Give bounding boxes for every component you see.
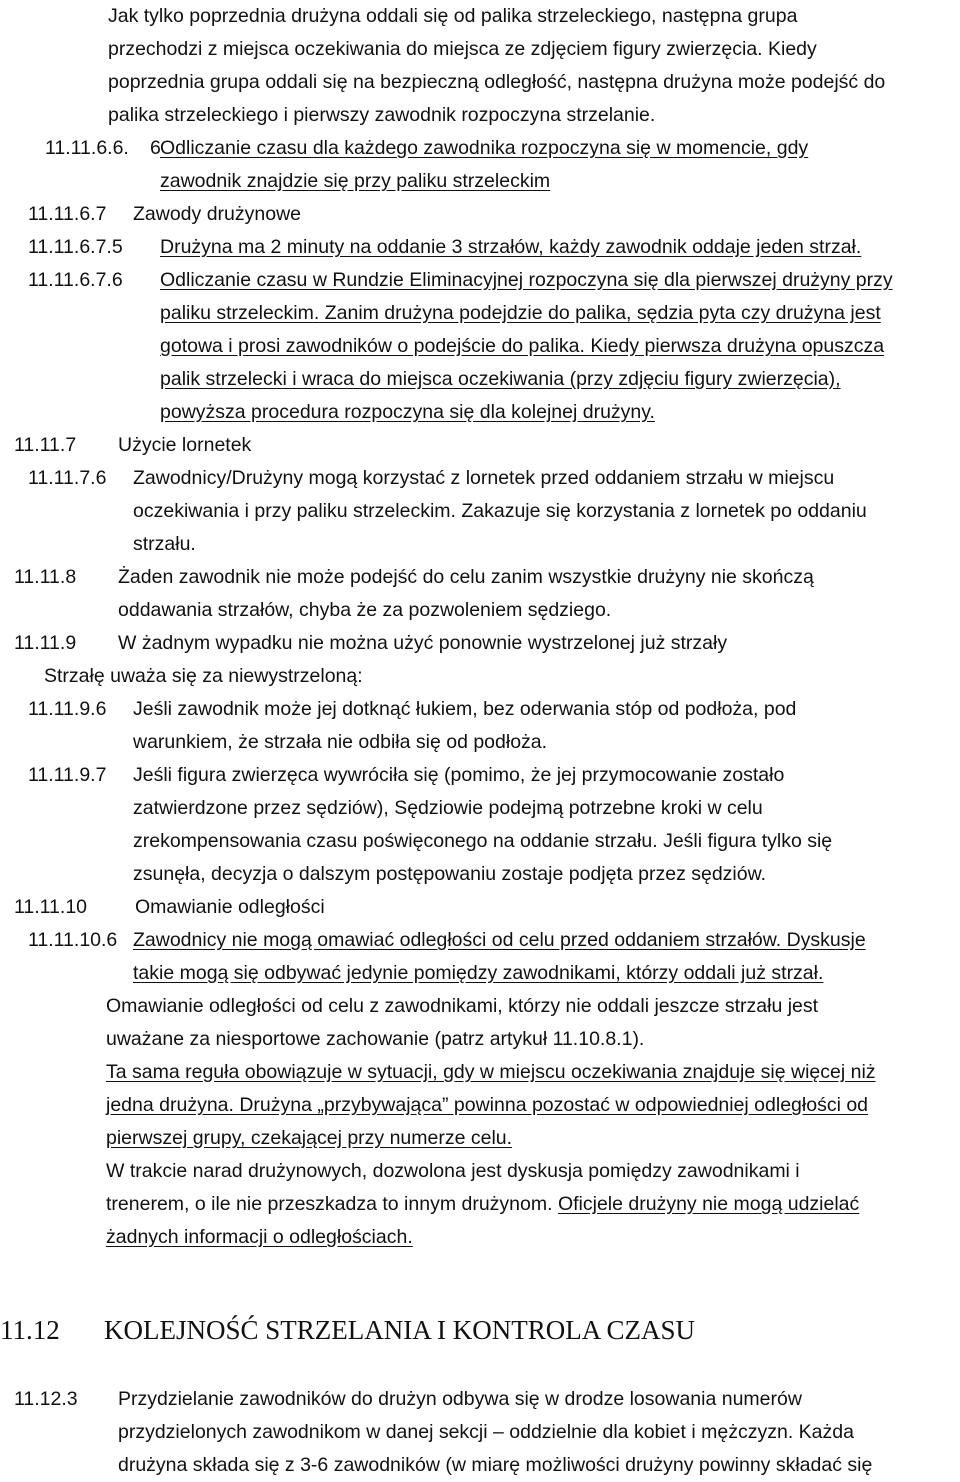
text-segment: Omawianie odległości od celu z zawodnikami, którzy nie oddali jeszcze strzału jest [106,995,819,1017]
text-segment: Omawianie odległości [135,896,325,918]
underlined-text: gotowa i prosi zawodników o podejście do palika. [160,335,585,357]
text-line [108,0,797,33]
text-line [106,990,818,1023]
text-line [160,231,861,264]
text-line [133,858,766,891]
section-title: KOLEJNOŚĆ STRZELANIA I KONTROLA CZASU [104,1315,696,1345]
text-segment: palika strzeleckiego i pierwszy zawodnik rozpoczyna strzelanie. [108,104,656,126]
underlined-text: Drużyna „przybywająca” powinna pozostać w odpowiedniej odległości od [233,1094,869,1116]
text-line [160,165,550,198]
text-line [160,363,841,396]
clause-number: 11.12.3 [14,1388,78,1410]
text-segment: W trakcie narad drużynowych, dozwolona jest dyskusja pomiędzy zawodnikami i [106,1160,800,1182]
text-segment: zatwierdzone przez sędziów), Sędziowie podejmą potrzebne kroki w celu [133,797,763,819]
text-line [133,726,547,759]
text-line [133,924,866,957]
text-line [118,1449,872,1482]
text-segment: drużyna składa się z 3-6 zawodników (w miarę możliwości drużyny powinny składać się [118,1454,873,1476]
text-line [133,198,301,231]
underlined-text: Odliczanie czasu dla każdego zawodnika rozpoczyna się w momencie, gdy [160,137,809,159]
text-line [133,957,823,990]
text-line [160,297,881,330]
text-segment: zrekompensowania czasu poświęconego na oddanie strzału. Jeśli figura tylko się [133,830,833,852]
underlined-text: zawodnik znajdzie się przy paliku strzeleckim [160,170,551,192]
text-line [118,594,611,627]
text-segment: oddawania strzałów, chyba że za pozwoleniem sędziego. [118,599,612,621]
text-line [108,33,817,66]
text-segment: uważane za niesportowe zachowanie (patrz artykuł 11.10.8.1). [106,1028,645,1050]
underlined-text: Oficjele drużyny nie mogą udzielać [557,1193,860,1215]
text-line [133,462,834,495]
text-line [133,825,832,858]
text-segment: oczekiwania i przy paliku strzeleckim. Zakazuje się korzystania z lornetek po oddaniu [133,500,867,522]
text-segment: Jak tylko poprzednia drużyna oddali się od palika strzeleckiego, następna grupa [108,5,798,27]
clause-number: 11.11.6.7.5 [28,236,123,258]
text-line [133,759,784,792]
text-line [118,561,814,594]
clause-number: 11.11.8 [14,566,77,588]
underlined-text: Drużyna ma 2 minuty na oddanie 3 strzałów, każdy zawodnik oddaje jeden strzał. [160,236,862,258]
text-line [133,528,196,561]
underlined-text: paliku strzeleckim. [160,302,320,324]
text-line [108,66,885,99]
underlined-text: jedna drużyna. [106,1094,234,1116]
text-segment: Zawodnicy/Drużyny mogą korzystać z lornetek przed oddaniem strzału w miejscu [133,467,835,489]
clause-number: 6 [150,137,161,159]
text-line [160,396,655,429]
clause-number: 11.11.7 [14,434,77,456]
clause-number: 11.11.7.6 [28,467,107,489]
text-segment: przydzielonych zawodnikom w danej sekcji – oddzielnie dla kobiet i mężczyzn. Każda [118,1421,854,1443]
underlined-text: takie mogą się odbywać jedynie pomiędzy zawodnikami, którzy oddali już strzał. [133,962,824,984]
text-segment: trenerem, o ile nie przeszkadza to innym drużynom. [106,1193,558,1215]
text-segment: przechodzi z miejsca oczekiwania do miejsca ze zdjęciem figury zwierzęcia. Kiedy [108,38,817,60]
text-segment: zsunęła, decyzja o dalszym postępowaniu zostaje podjęta przez sędziów. [133,863,767,885]
text-line [106,1122,512,1155]
text-line [118,1383,802,1416]
text-line [160,132,808,165]
clause-number: 11.11.10.6 [28,929,118,951]
text-segment: Użycie lornetek [118,434,252,456]
underlined-text: powyższa procedura rozpoczyna się dla kolejnej drużyny. [160,401,655,423]
text-line [106,1188,859,1221]
text-segment: Przydzielanie zawodników do drużyn odbywa się w drodze losowania numerów [118,1388,802,1410]
text-line [106,1221,413,1254]
underlined-text: Kiedy pierwsza drużyna opuszcza [584,335,885,357]
text-segment: Żaden zawodnik nie może podejść do celu zanim wszystkie drużyny nie skończą [118,566,814,588]
text-segment: strzału. [133,533,196,555]
clause-number: 11.11.6.7.6 [28,269,123,291]
text-line [133,792,763,825]
clause-number: 11.11.9.7 [28,764,107,786]
text-line [160,330,884,363]
clause-number: 11.11.10 [14,896,88,918]
text-segment: Jeśli zawodnik może jej dotknąć łukiem, bez oderwania stóp od podłoża, pod [133,698,797,720]
text-line [44,660,363,693]
text-line [106,1155,800,1188]
clause-number: 11.11.9.6 [28,698,107,720]
text-segment: W żadnym wypadku nie można użyć ponownie wystrzelonej już strzały [118,632,728,654]
text-line [118,429,251,462]
text-line [106,1023,644,1056]
text-line [118,627,727,660]
underlined-text: palik strzelecki i wraca do miejsca oczekiwania (przy zdjęciu figury zwierzęcia), [160,368,841,390]
section-number: 11.12 [0,1315,60,1345]
text-line [106,1089,868,1122]
underlined-text: Zawodnicy nie mogą omawiać odległości od celu przed oddaniem strzałów. Dyskusje [133,929,866,951]
clause-number: 11.11.6.6. [45,137,129,159]
text-line [106,1056,876,1089]
clause-number: 11.11.9 [14,632,77,654]
text-segment: Jeśli figura zwierzęca wywróciła się (pomimo, że jej przymocowanie zostało [133,764,785,786]
underlined-text: pierwszej grupy, czekającej przy numerze celu. [106,1127,513,1149]
text-line [133,495,867,528]
underlined-text: Odliczanie czasu w Rundzie Eliminacyjnej rozpoczyna się dla pierwszej drużyny przy [160,269,893,291]
text-line [160,264,893,297]
text-line [108,99,655,132]
underlined-text: Ta sama reguła obowiązuje w sytuacji, gdy w miejscu oczekiwania znajduje się więcej niż [106,1061,876,1083]
text-segment: Zawody drużynowe [133,203,301,225]
clause-number: 11.11.6.7 [28,203,107,225]
underlined-text: Zanim drużyna podejdzie do palika, sędzia pyta czy drużyna jest [319,302,881,324]
text-line [133,693,796,726]
text-line [135,891,325,924]
text-line [118,1416,854,1449]
text-segment: warunkiem, że strzała nie odbiła się od podłoża. [133,731,548,753]
text-segment: poprzednia grupa oddali się na bezpieczną odległość, następna drużyna może podejść do [108,71,886,93]
text-segment: Strzałę uważa się za niewystrzeloną: [44,665,363,687]
underlined-text: żadnych informacji o odległościach. [106,1226,413,1248]
